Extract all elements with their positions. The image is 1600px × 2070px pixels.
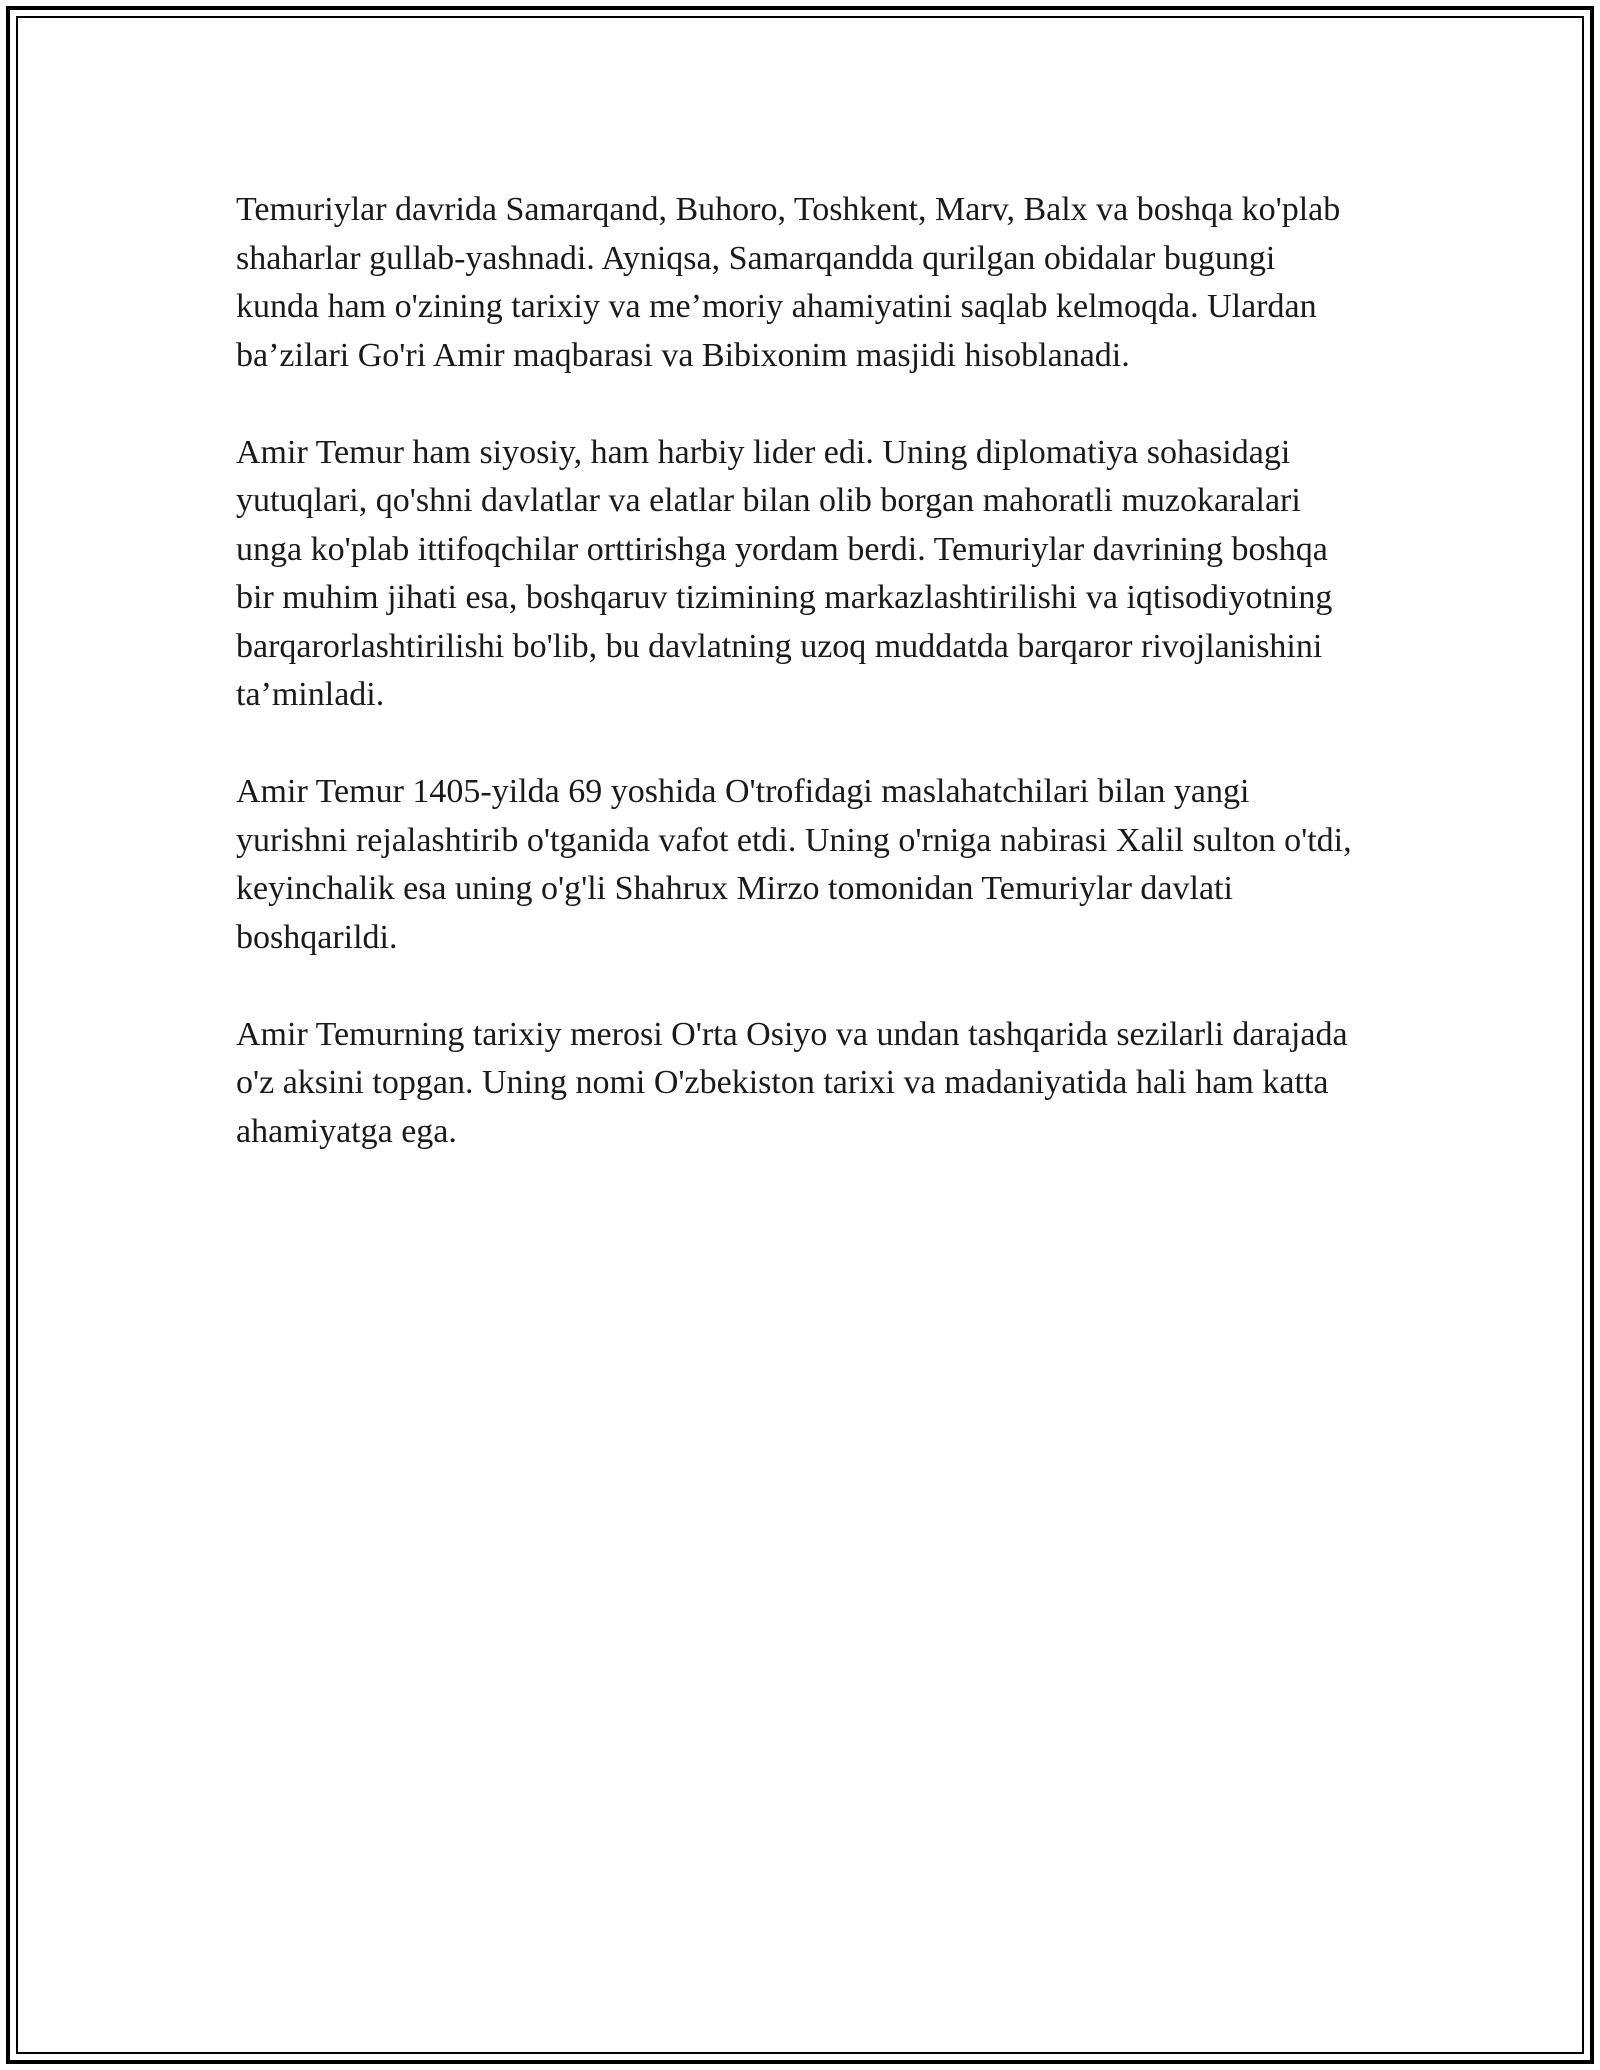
- paragraph-2: Amir Temur ham siyosiy, ham harbiy lider edi. Uning diplomatiya sohasidagi yutuqlari, qo'shni davlatlar va elatlar bilan olib borgan mahoratli muzokaralari unga ko'plab ittifoqchilar orttirishga yordam berdi. Temuriylar davrining boshqa bir muhim jihati esa, boshqaruv tizimining markazlashtirilishi va iqtisodiyotning barqarorlashtirilishi bo'lib, bu davlatning uzoq muddatda barqaror rivojlanishini ta’minladi.: [236, 433, 1333, 713]
- paragraph-1: Temuriylar davrida Samarqand, Buhoro, Toshkent, Marv, Balx va boshqa ko'plab shaharlar gullab-yashnadi. Ayniqsa, Samarqandda qurilgan obidalar bugungi kunda ham o'zining tarixiy va me’moriy ahamiyatini saqlab kelmoqda. Ulardan ba’zilari Go'ri Amir maqbarasi va Bibixonim masjidi hisoblanadi.: [236, 191, 1341, 374]
- paragraph-4: Amir Temurning tarixiy merosi O'rta Osiyo va undan tashqarida sezilarli darajada o'z aksini topgan. Uning nomi O'zbekiston tarixi va madaniyatida hali ham katta ahamiyatga ega.: [236, 1015, 1348, 1150]
- paragraph-3: Amir Temur 1405-yilda 69 yoshida O'trofidagi maslahatchilari bilan yangi yurishni rejalashtirib o'tganida vafot etdi. Uning o'rniga nabirasi Xalil sulton o'tdi, keyinchalik esa uning o'g'li Shahrux Mirzo tomonidan Temuriylar davlati boshqarildi.: [236, 773, 1352, 956]
- document-body: [236, 186, 1366, 1205]
